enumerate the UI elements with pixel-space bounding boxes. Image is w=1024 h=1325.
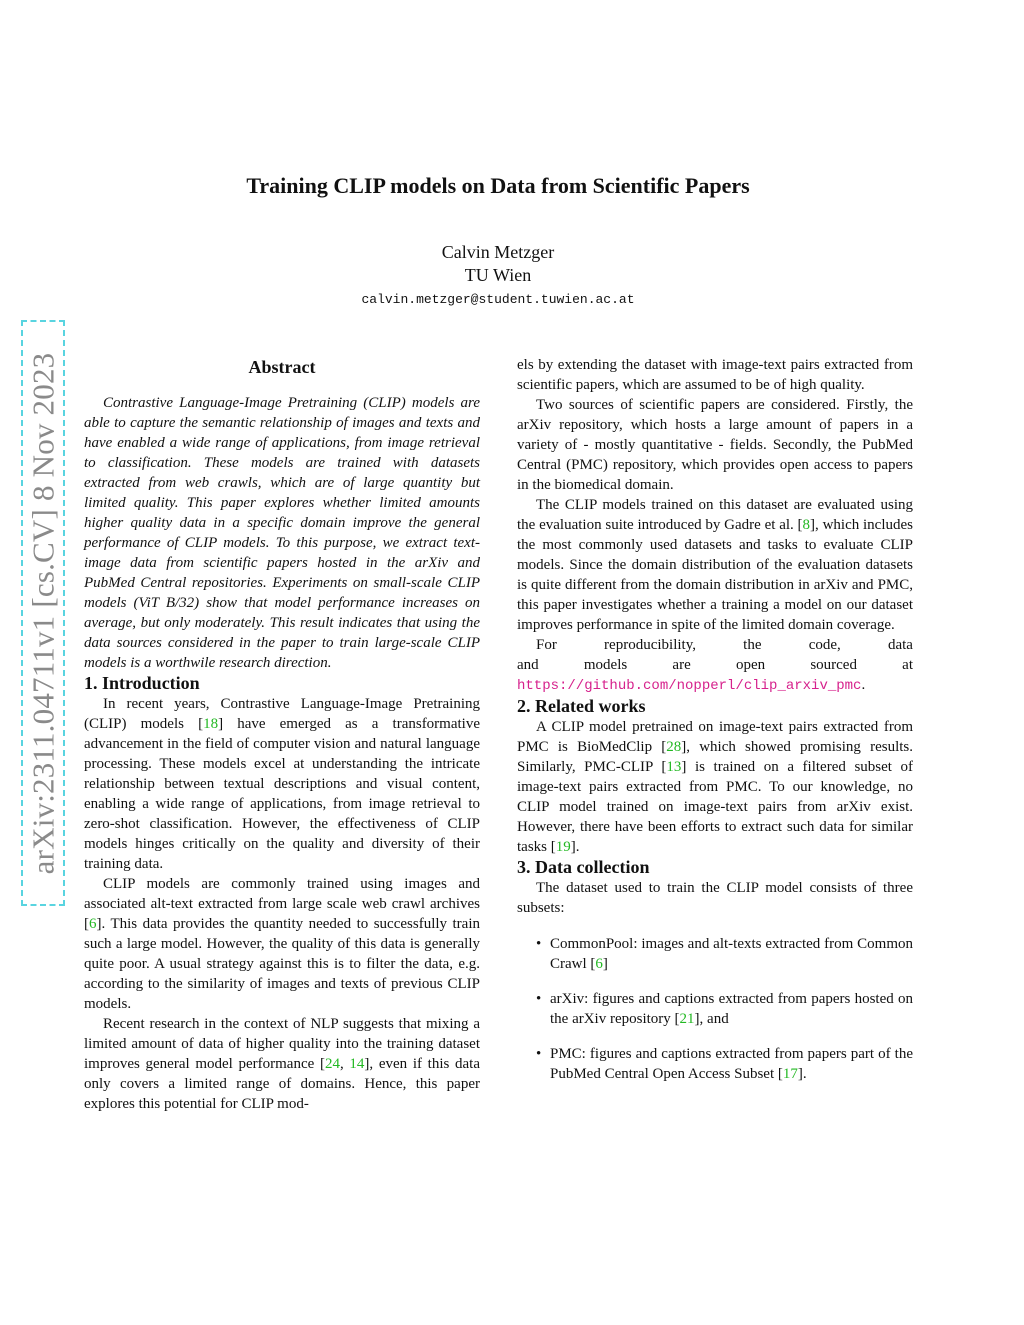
citation-link[interactable]: 13 — [666, 759, 682, 775]
related-paragraph-1 — [517, 717, 913, 857]
word: are — [672, 657, 691, 673]
citation-link[interactable]: 8 — [802, 517, 811, 533]
text-span: The CLIP models trained on this dataset are evaluated using the evaluation suite introduced by Gadre et al. [ — [517, 497, 913, 533]
author-affiliation: TU Wien — [464, 265, 532, 285]
section-heading-related-works: 2. Related works — [517, 696, 646, 716]
text-span: ], and — [694, 1011, 729, 1027]
text-span: In recent years, Contrastive Language-Image Pretraining (CLIP) models [ — [84, 696, 480, 732]
word: For — [536, 637, 557, 653]
section-heading-data-collection: 3. Data collection — [517, 857, 650, 877]
text-span: . — [861, 677, 866, 693]
intro-paragraph-4: els by extending the dataset with image-text pairs extracted from scientific papers, which are assumed to be of high quality. — [517, 357, 913, 393]
bullet-icon: • — [536, 991, 542, 1007]
text-span: ]. — [797, 1066, 807, 1082]
text-span: ] — [602, 956, 608, 972]
word: the — [743, 637, 762, 653]
citation-link[interactable]: 28 — [666, 739, 682, 755]
text-span: , — [339, 1056, 350, 1072]
intro-paragraph-1 — [84, 694, 480, 874]
text-span: ] have emerged as a transformative advancement in the field of computer vision and natural language processing. These models excel at understanding the intricate relationship between textual descriptions and visual content, enabling a wide range of applications, from image retrieval to zero-shot classification. However, the effectiveness of CLIP models hinges critically on the quality and diversity of their training data. — [84, 716, 480, 872]
bullet-icon: • — [536, 1046, 542, 1062]
word: code, — [808, 637, 841, 653]
intro-paragraph-5: Two sources of scientific papers are considered. Firstly, the arXiv repository, which hosts a large amount of papers in a variety of - mostly quantitative - fields. Secondly, the PubMed Central (PMC) repository, which provides open access to papers in the biomedical domain. — [517, 397, 913, 493]
author-email: calvin.metzger@student.tuwien.ac.at — [361, 292, 635, 307]
word: sourced — [810, 657, 857, 673]
text-span: Recent research in the context of NLP suggests that mixing a limited amount of data of higher quality into the training dataset improves general model performance [ — [84, 1016, 480, 1072]
citation-link[interactable]: 21 — [679, 1011, 695, 1027]
citation-link[interactable]: 24 — [324, 1056, 340, 1072]
list-item — [517, 934, 913, 974]
text-span: ]. This data provides the quantity needed to successfully train such a large model. However, the quality of this data is generally quite poor. A usual strategy against this is to filter the data, e.g. according to the similarity of images and texts of previous CLIP models. — [84, 916, 480, 1012]
text-span: CLIP models are commonly trained using images and associated alt-text extracted from large scale web crawl archives [ — [84, 876, 480, 932]
list-item — [517, 989, 913, 1029]
arxiv-stamp — [21, 320, 65, 906]
text-span: CommonPool: images and alt-texts extracted from Common Crawl [ — [550, 936, 913, 972]
citation-link[interactable]: 19 — [555, 839, 571, 855]
bullet-icon: • — [536, 936, 542, 952]
intro-paragraph-3 — [84, 1014, 480, 1114]
text-span: ] is trained on a filtered subset of image-text pairs extracted from PMC. To our knowledge, no CLIP model trained on image-text pairs from arXiv exist. However, there have been efforts to extract such data for similar tasks [ — [517, 759, 914, 855]
author-name: Calvin Metzger — [441, 242, 555, 262]
section-heading-introduction: 1. Introduction — [84, 673, 200, 693]
reproducibility-line-3 — [517, 675, 913, 696]
word: at — [902, 657, 913, 673]
data-collection-paragraph-1: The dataset used to train the CLIP model consists of three subsets: — [517, 880, 913, 916]
word: data — [887, 637, 913, 653]
text-span: ], which showed promising results. Similarly, PMC-CLIP [ — [517, 739, 913, 775]
intro-paragraph-2 — [84, 874, 480, 1014]
text-span: arXiv: figures and captions extracted from papers hosted on the arXiv repository [ — [550, 991, 913, 1027]
word: models — [583, 657, 628, 673]
text-span: PMC: figures and captions extracted from papers part of the PubMed Central Open Access Subset [ — [550, 1046, 913, 1082]
text-span: A CLIP model pretrained on image-text pairs extracted from PMC is BioMedClip [ — [517, 719, 913, 755]
word: and — [517, 657, 539, 673]
word: reproducibility, — [604, 637, 696, 653]
left-column — [84, 355, 480, 1114]
word: open — [735, 657, 766, 673]
text-span: ], which includes the most commonly used datasets and tasks to evaluate CLIP models. Since the domain distribution of the evaluation datasets is quite different from the domain distribution in arXiv and PMC, this paper investigates whether a training a model on our dataset improves performance in spite of the limited domain coverage. — [517, 517, 913, 633]
citation-link[interactable]: 18 — [203, 716, 219, 732]
text-span: ]. — [570, 839, 580, 855]
citation-link[interactable]: 6 — [89, 916, 97, 932]
citation-link[interactable]: 14 — [349, 1056, 365, 1072]
abstract-heading: Abstract — [248, 357, 316, 377]
dataset-subset-list — [517, 934, 913, 1084]
arxiv-stamp-text: arXiv:2311.04711v1 [cs.CV] 8 Nov 2023 — [25, 352, 61, 874]
citation-link[interactable]: 17 — [782, 1066, 798, 1082]
intro-paragraph-6 — [517, 495, 913, 635]
reproducibility-line-1 — [517, 635, 913, 655]
reproducibility-line-2 — [517, 655, 913, 675]
list-item — [517, 1044, 913, 1084]
text-span: ], even if this data only covers a limited range of domains. Hence, this paper explores this potential for CLIP mod- — [84, 1056, 481, 1112]
github-repo-link[interactable]: https://github.com/nopperl/clip_arxiv_pmc — [517, 678, 862, 694]
citation-link[interactable]: 6 — [595, 956, 603, 972]
abstract-text: Contrastive Language-Image Pretraining (CLIP) models are able to capture the semantic relationship of images and texts and have enabled a wide range of applications, from image retrieval to classification. These models are trained with datasets extracted from web crawls, which are of large quantity but limited quality. This paper explores whether limited amounts higher quality data in a specific domain improve the general performance of CLIP models. To this purpose, we extract text-image data from scientific papers hosted in the arXiv and PubMed Central repositories. Experiments on small-scale CLIP models (ViT B/32) show that model performance increases on average, but only moderately. This result indicates that using the data sources considered in the paper to train large-scale CLIP models is a worthwile research direction. — [84, 395, 480, 671]
right-column — [517, 355, 913, 1099]
paper-title: Training CLIP models on Data from Scientific Papers — [246, 173, 750, 198]
